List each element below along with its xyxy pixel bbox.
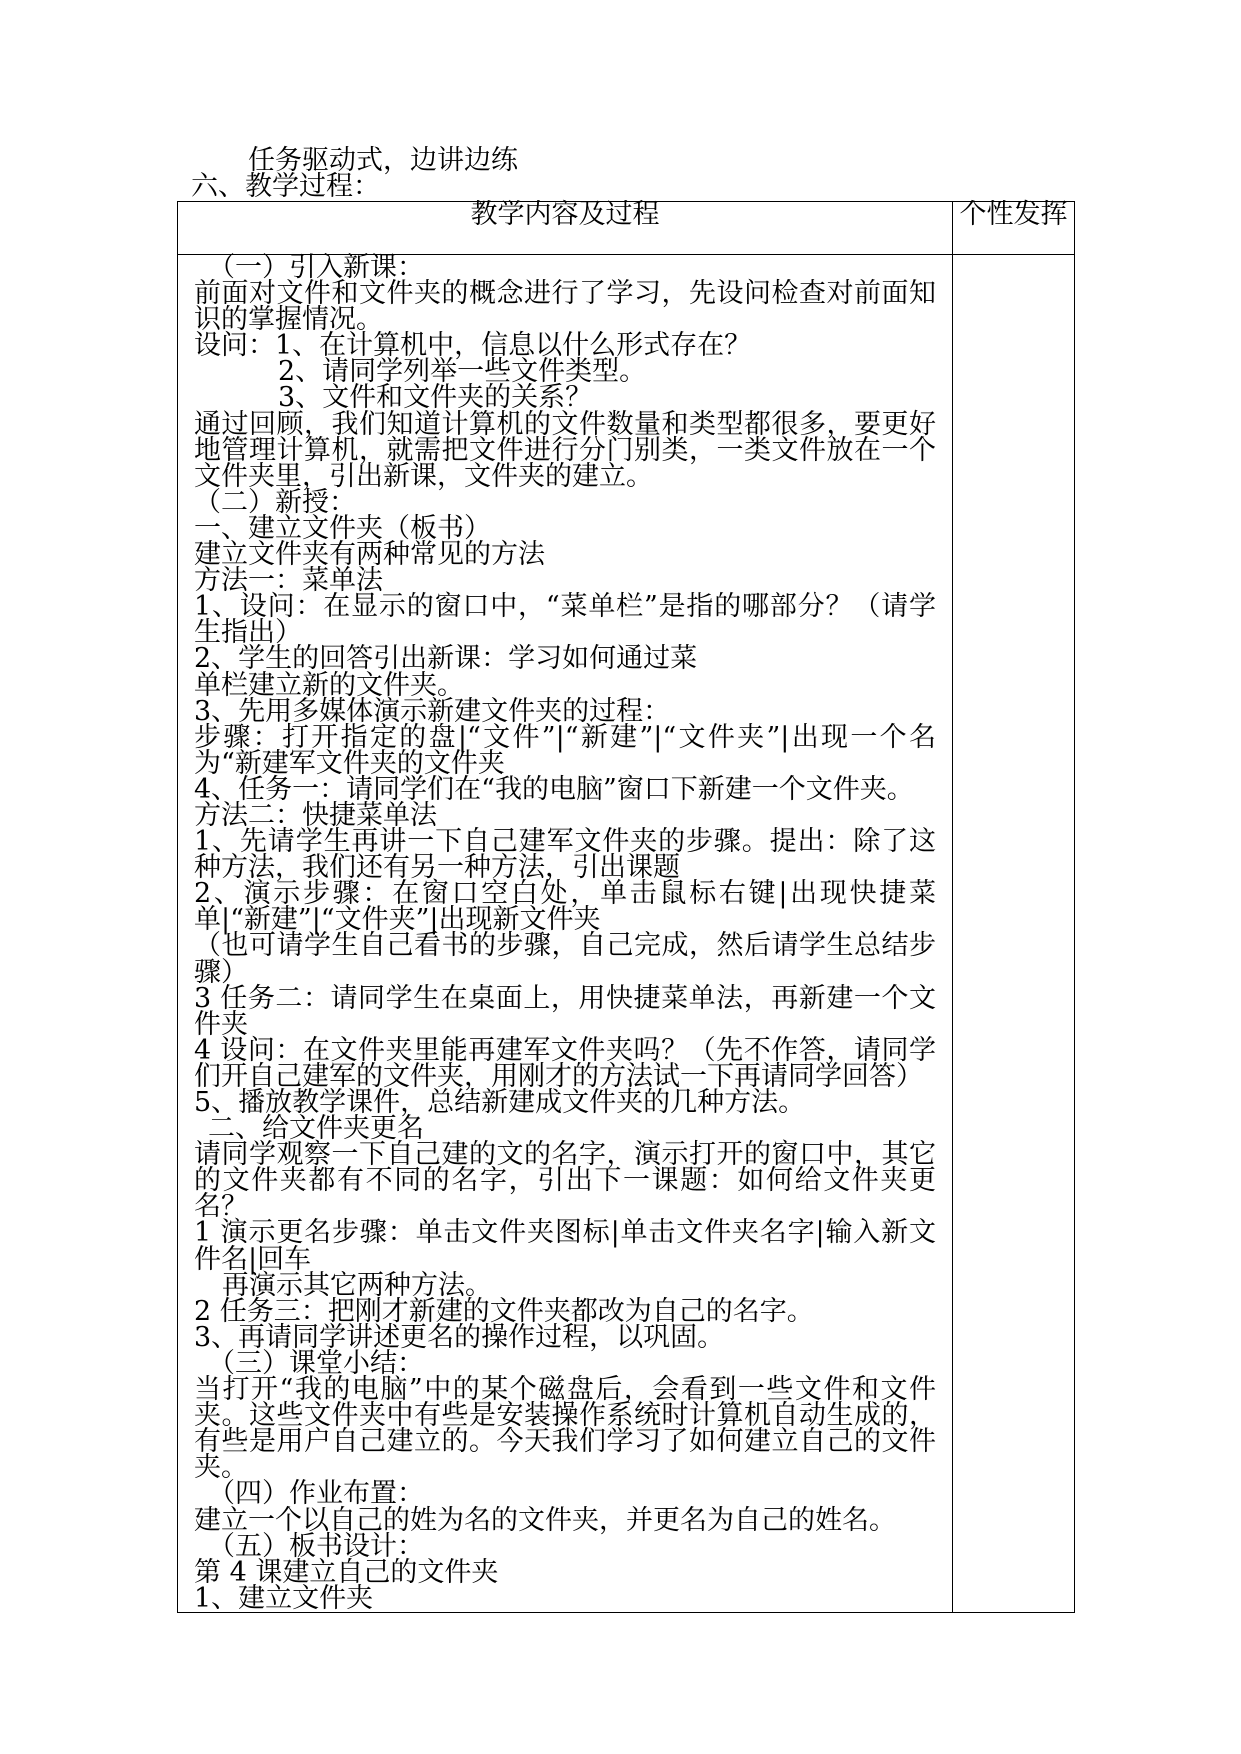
table-header-row [178, 202, 1075, 255]
paragraph: （三）课堂小结： [208, 1347, 424, 1379]
paragraph: 3、再请同学讲述更名的操作过程，以巩固。 [194, 1321, 725, 1353]
header-personal-touch: 个性发挥 [953, 202, 1075, 255]
paragraph: 1、建立文件夹 [194, 1582, 374, 1614]
paragraph: 当打开“我的电脑”中的某个磁盘后，会看到一些文件和文件夹。这些文件夹中有些是安装操作系统时计算机自动生成的，有些是用户自己建立的。今天我们学习了如何建立自己的文件夹。 [194, 1374, 936, 1484]
paragraph: 单栏建立新的文件夹。 [194, 669, 464, 701]
paragraph: 设问：1、在计算机中，信息以什么形式存在？ [194, 330, 752, 362]
paragraph: （一）引入新课： [208, 252, 424, 283]
paragraph: 2 任务三：把刚才新建的文件夹都改为自己的名字。 [194, 1295, 814, 1327]
paragraph: （五）板书设计： [208, 1530, 424, 1562]
paragraph: 请同学观察一下自己建的文的名字，演示打开的窗口中，其它的文件夹都有不同的名字，引出下一课题：如何给文件夹更名？ [194, 1139, 936, 1223]
paragraph: （也可请学生自己看书的步骤，自己完成，然后请学生总结步骤） [194, 930, 936, 988]
paragraph: 方法一：菜单法 [194, 565, 383, 597]
paragraph: 二、给文件夹更名 [208, 1113, 424, 1145]
paragraph: 2、请同学列举一些文件类型。 [278, 356, 647, 388]
paragraph: 1、先请学生再讲一下自己建军文件夹的步骤。提出：除了这种方法，我们还有另一种方法，引出课题 [194, 826, 936, 884]
paragraph: 建立一个以自己的姓为名的文件夹，并更名为自己的姓名。 [194, 1504, 896, 1536]
table-body-row [178, 255, 1075, 1613]
paragraph: 一、建立文件夹（板书） [194, 512, 491, 544]
paragraph: 方法二：快捷菜单法 [194, 799, 437, 831]
paragraph: （二）新授： [194, 486, 356, 518]
header-content-process: 教学内容及过程 [178, 202, 953, 255]
paragraph: 1、设问：在显示的窗口中，“菜单栏”是指的哪部分？（请学生指出） [194, 591, 936, 649]
section-title: 六、教学过程： [191, 171, 380, 202]
personal-touch-cell [953, 255, 1075, 1613]
paragraph: 3、文件和文件夹的关系？ [278, 382, 593, 414]
teaching-method-line: 任务驱动式，边讲边练 [248, 145, 518, 176]
paragraph: 通过回顾，我们知道计算机的文件数量和类型都很多，要更好地管理计算机，就需把文件进行分门别类，一类文件放在一个文件夹里，引出新课，文件夹的建立。 [194, 408, 936, 492]
paragraph: 2、演示步骤：在窗口空白处，单击鼠标右键|出现快捷菜单|“新建”|“文件夹”|出现新文件夹 [194, 878, 936, 936]
paragraph: 第 4 课建立自己的文件夹 [194, 1556, 499, 1588]
paragraph: （四）作业布置： [208, 1478, 424, 1510]
paragraph: 4 设问：在文件夹里能再建军文件夹吗？（先不作答，请同学们开自己建军的文件夹，用刚才的方法试一下再请同学回答） [194, 1034, 936, 1092]
paragraph: 5、播放教学课件，总结新建成文件夹的几种方法。 [194, 1087, 806, 1118]
paragraph: 1 演示更名步骤：单击文件夹图标|单击文件夹名字|输入新文件名|回车 [194, 1217, 936, 1275]
paragraph: 3 任务二：请同学生在桌面上，用快捷菜单法，再新建一个文件夹 [194, 982, 936, 1040]
paragraph: 步骤：打开指定的盘|“文件”|“新建”|“文件夹”|出现一个名为“新建军文件夹的文件夹 [194, 721, 936, 779]
content-cell [178, 252, 953, 1614]
paragraph: 2、学生的回答引出新课：学习如何通过菜 [194, 643, 698, 675]
paragraph: 3、先用多媒体演示新建文件夹的过程： [194, 695, 671, 727]
paragraph: 再演示其它两种方法。 [222, 1269, 492, 1301]
paragraph: 前面对文件和文件夹的概念进行了学习，先设问检查对前面知识的掌握情况。 [194, 278, 936, 336]
paragraph: 建立文件夹有两种常见的方法 [194, 539, 545, 571]
teaching-process-table [177, 201, 1075, 1613]
paragraph: 4、任务一：请同学们在“我的电脑”窗口下新建一个文件夹。 [194, 773, 914, 805]
